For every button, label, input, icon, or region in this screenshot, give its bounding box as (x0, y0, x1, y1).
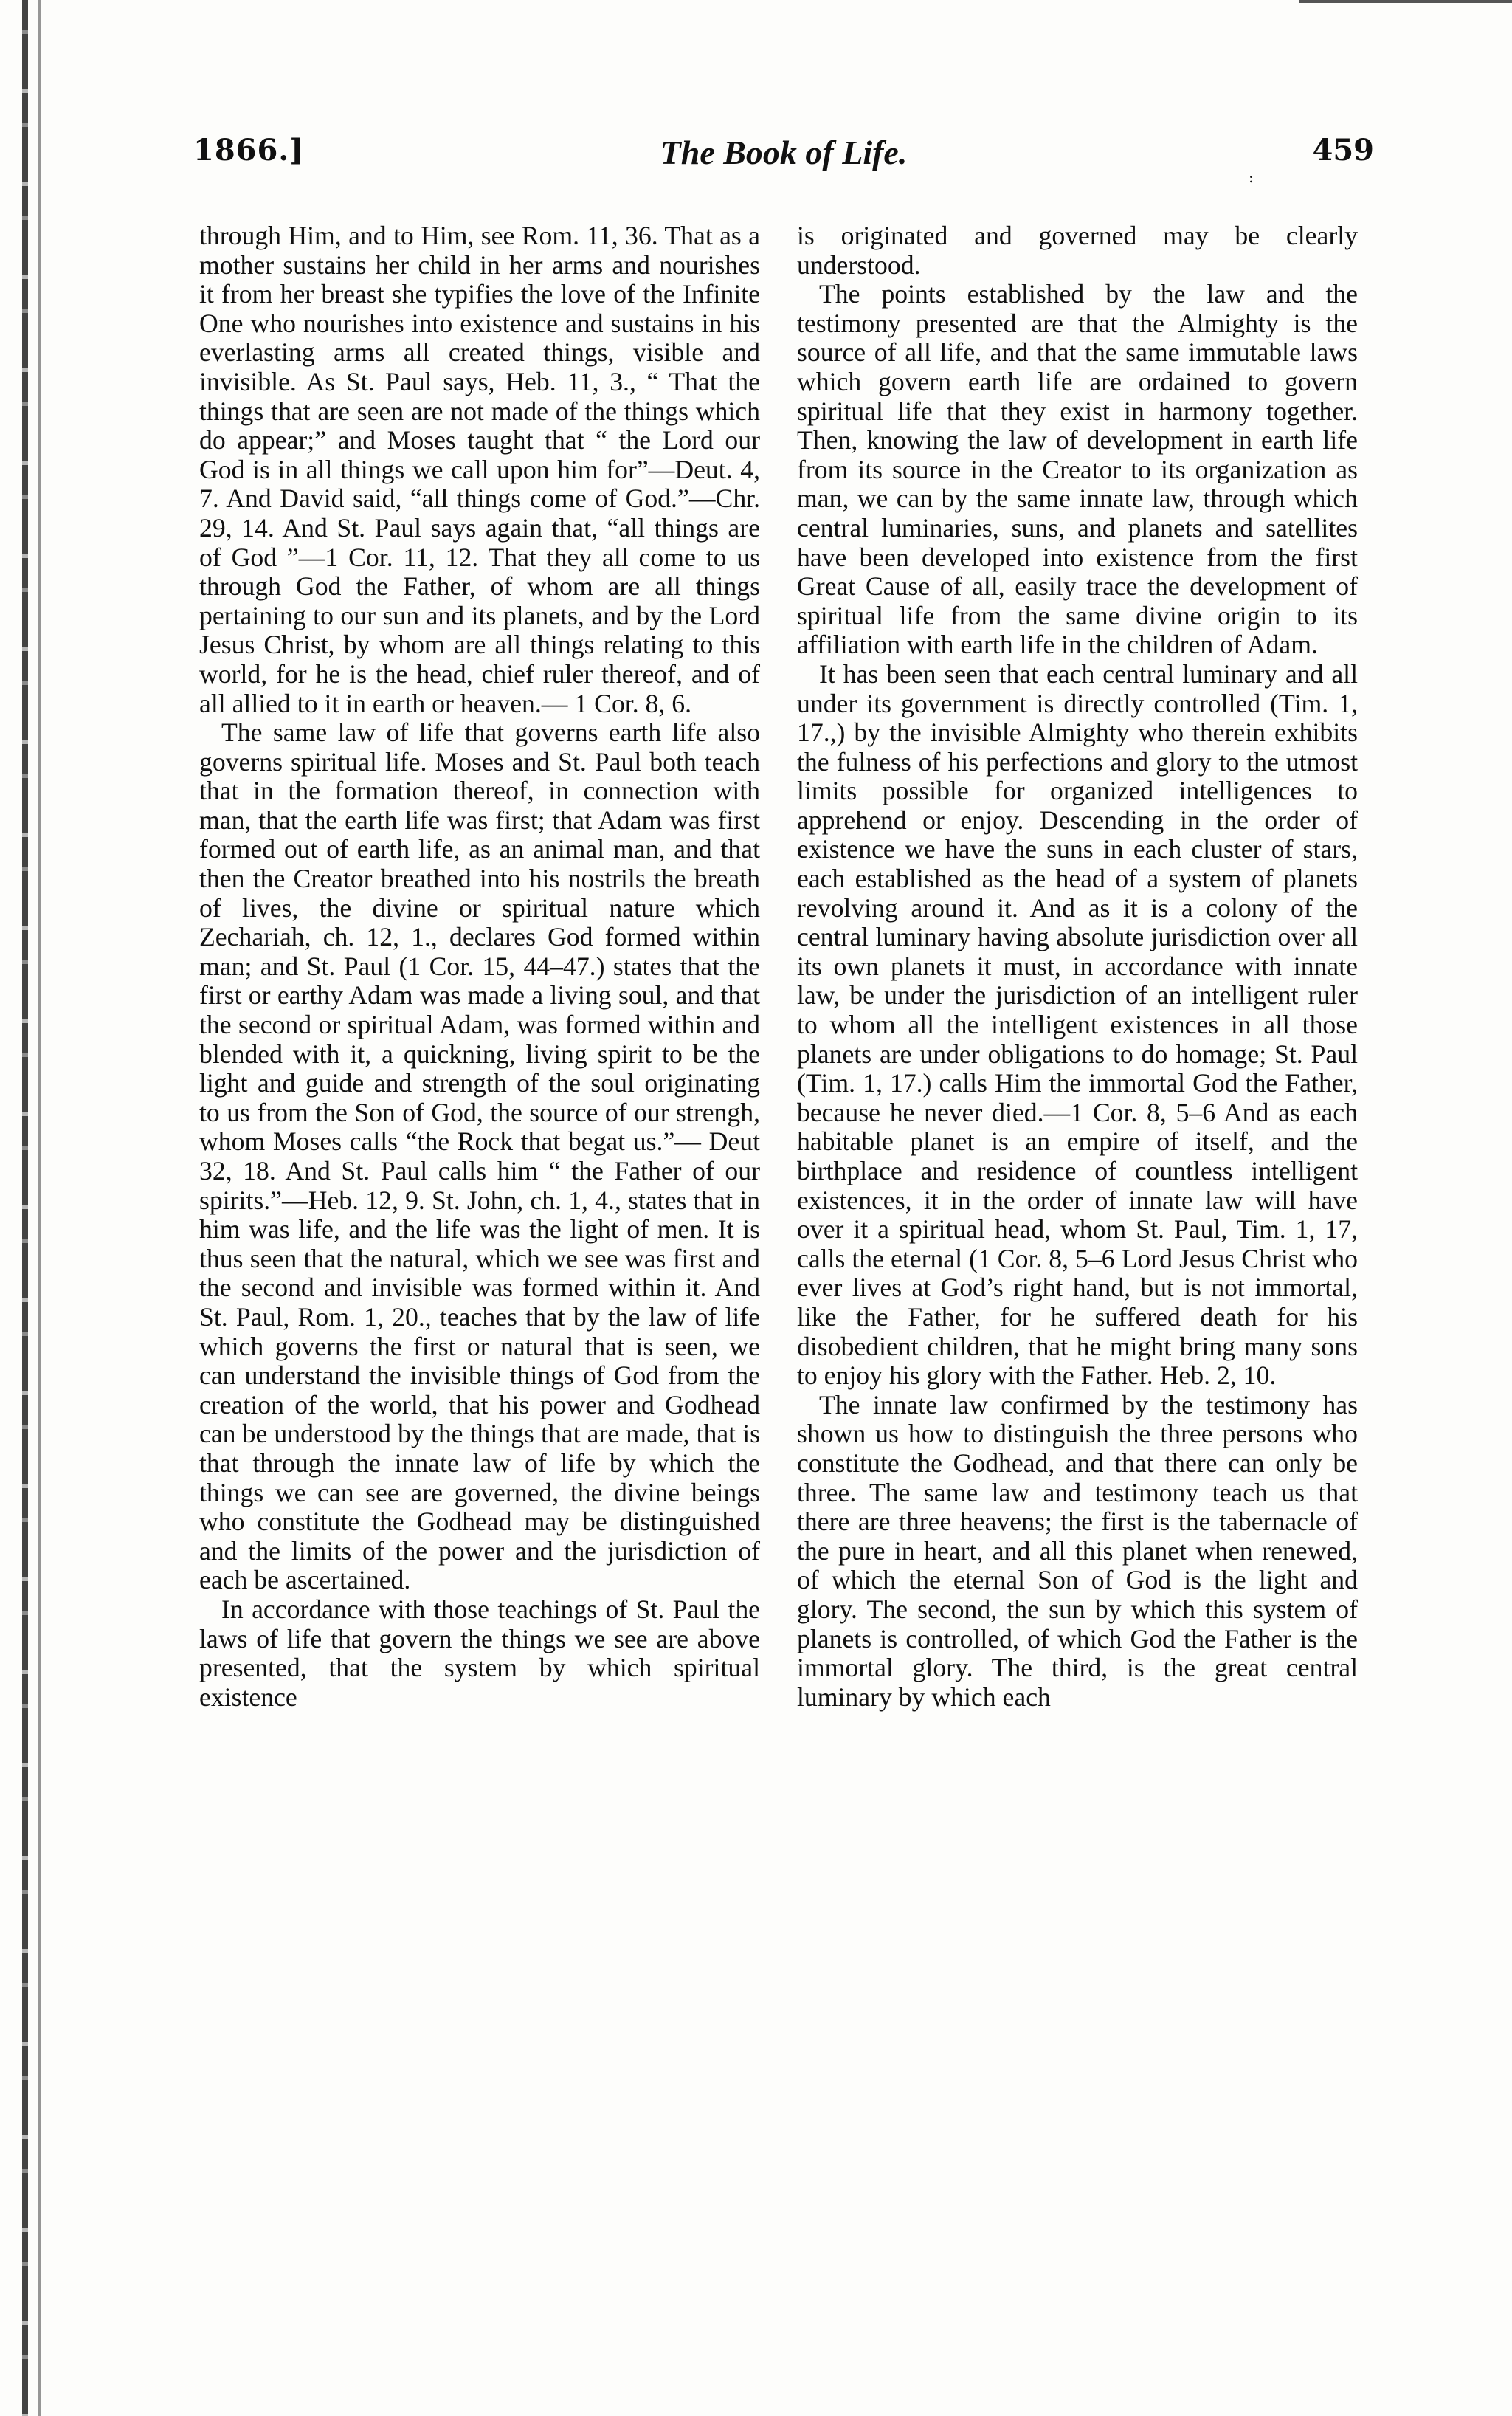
binding-edge (22, 0, 28, 2416)
paragraph: is originated and governed may be clearly understood. (797, 221, 1358, 280)
paragraph: It has been seen that each central luminary and all under its government is directly controlled (Tim. 1, 17.,) by the invisible Almighty who therein exhibits the fulness of his perfections and glory to the utmost limits possible for organized intelligences to apprehend or enjoy. Descending in the order of existence we have the suns in each cluster of stars, each established as the head of a system of planets revolving around it. And as it is a colony of the central luminary having absolute jurisdiction over all its own planets it must, in accordance with innate law, be under the jurisdiction of an intelligent ruler to whom all the intelligent existences in all those planets are under obligations to do homage; St. Paul (Tim. 1, 17.) calls Him the immortal God the Father, because he never died.—1 Cor. 8, 5–6 And as each habitable planet is an empire of itself, and the birthplace and residence of countless intelligent existences, it in the order of innate law will have over it a spiritual head, whom St. Paul, Tim. 1, 17, calls the eternal (1 Cor. 8, 5–6 Lord Jesus Christ who ever lives at God’s right hand, but is not immortal, like the Father, for he suffered death for his disobedient children, that he might bring many sons to enjoy his glory with the Father. Heb. 2, 10. (797, 658, 1358, 1391)
right-column (797, 221, 1358, 1712)
paragraph: The innate law confirmed by the testimony has shown us how to distinguish the three persons who constitute the Godhead, and that there can only be three. The same law and testimony teach us that there are three heavens; the first is the tabernacle of the pure in heart, and all this planet when renewed, of which the eternal Son of God is the light and glory. The second, the sun by which this system of planets is controlled, of which God the Father is the immortal glory. The third, is the great central luminary by which each (797, 1389, 1358, 1712)
top-rule (1299, 0, 1512, 3)
paragraph: In accordance with those teachings of St. Paul the laws of life that govern the things we see are above presented, that the system by which spiritual existence (199, 1594, 760, 1712)
page-number: 459 (1312, 133, 1374, 168)
paragraph: through Him, and to Him, see Rom. 11, 36. That as a mother sustains her child in her arms and nourishes it from her breast she typifies the love of the Infinite One who nourishes into existence and sustains in his everlasting arms all created things, visible and invisible. As St. Paul says, Heb. 11, 3., “ That the things that are seen are not made of the things which do appear;” and Moses taught that “ the Lord our God is in all things we call upon him for”—Deut. 4, 7. And David said, “all things come of God.”—Chr. 29, 14. And St. Paul says again that, “all things are of God ”—1 Cor. 11, 12. That they all come to us through God the Father, of whom are all things pertaining to our sun and its planets, and by the Lord Jesus Christ, by whom are all things relating to this world, for he is the head, chief ruler thereof, and of all allied to it in earth or heaven.— 1 Cor. 8, 6. (199, 221, 760, 718)
left-column (199, 221, 760, 1712)
header-title: The Book of Life. (660, 134, 908, 171)
paragraph: The points established by the law and the testimony presented are that the Almighty is the source of all life, and that the same immutable laws which govern earth life are ordained to govern spiritual life that they exist in harmony together. Then, knowing the law of development in earth life from its source in the Creator to its organization as man, we can by the same innate law, through which central luminaries, suns, and planets and satellites have been developed into existence from the first Great Cause of all, easily trace the development of spiritual life from the same divine origin to its affiliation with earth life in the children of Adam. (797, 279, 1358, 660)
paragraph: The same law of life that governs earth life also governs spiritual life. Moses and St. Paul both teach that in the formation thereof, in connection with man, that the earth life was first; that Adam was first formed out of earth life, as an animal man, and that then the Creator breathed into his nostrils the breath of lives, the divine or spiritual nature which Zechariah, ch. 12, 1., declares God formed within man; and St. Paul (1 Cor. 15, 44–47.) states that the first or earthy Adam was made a living soul, and that the second or spiritual Adam, was formed within and blended with it, a quickning, living spirit to be the light and guide and strength of the soul originating to us from the Son of God, the source of our strengh, whom Moses calls “the Rock that begat us.”— Deut 32, 18. And St. Paul calls him “ the Father of our spirits.”—Heb. 12, 9. St. John, ch. 1, 4., states that in him was life, and the life was the light of men. It is thus seen that the natural, which we see was first and the second and invisible was formed within it. And St. Paul, Rom. 1, 20., teaches that by the law of life which governs the first or natural that is seen, we can understand the invisible things of God from the creation of the world, that his power and Godhead can be understood by the things that are made, that is that through the innate law of life by which the things we can see are governed, the divine beings who constitute the Godhead may be distinguished and the limits of the power and the jurisdiction of each be ascertained. (199, 717, 760, 1595)
binding-edge-line (38, 0, 41, 2416)
header-mark: : (1249, 168, 1254, 186)
running-head (193, 133, 1374, 185)
header-year: 1866.] (193, 133, 305, 168)
